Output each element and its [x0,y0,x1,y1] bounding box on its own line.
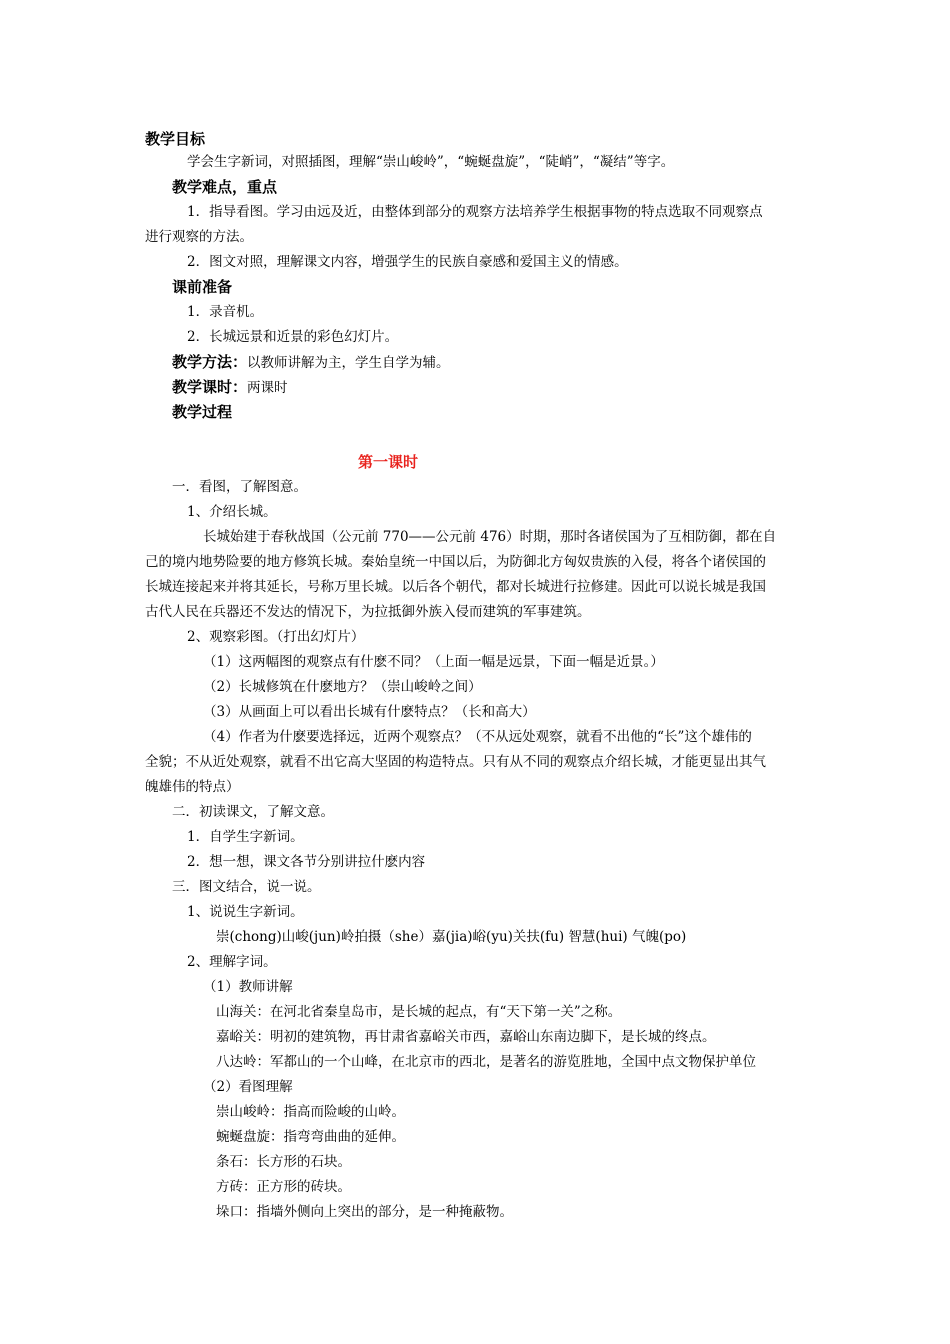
prep-item-2: 2．长城远景和近景的彩色幻灯片。 [187,329,399,345]
hours-label: 教学课时： [172,378,248,396]
teacher-explain-heading: （1）教师讲解 [203,979,293,995]
section-2-item-2: 2．想一想，课文各节分别讲拉什麽内容 [187,854,426,870]
question-4-line-2: 全貌；不从近处观察，就看不出它高大坚固的构造特点。只有从不同的观察点介绍长城，才能更显出其气 [145,754,766,770]
section-3-item-2: 2、理解字词。 [187,954,277,970]
intro-para-line-4: 古代人民在兵器还不发达的情况下，为拉抵御外族入侵而建筑的军事建筑。 [145,604,591,620]
method-label: 教学方法： [172,353,248,371]
section-1-item-1: 1、介绍长城。 [187,504,277,520]
intro-para-line-2: 己的境内地势险要的地方修筑长城。秦始皇统一中国以后，为防御北方匈奴贵族的入侵，将各个诸侯国的 [145,554,766,570]
section-1-item-2: 2、观察彩图。（打出幻灯片） [187,629,365,645]
heading-process: 教学过程 [172,403,233,421]
word-chongshanjunling: 崇山峻岭：指高而险峻的山岭。 [216,1104,405,1120]
section-1: 一．看图，了解图意。 [172,479,307,495]
prep-item-1: 1．录音机。 [187,304,264,320]
pinyin-line: 崇(chong)山峻(jun)岭拍摄（she）嘉(jia)峪(yu)关扶(fu) 智慧(hui) 气魄(po) [216,929,687,945]
method-value: 以教师讲解为主，学生自学为辅。 [247,355,450,371]
intro-para-line-3: 长城连接起来并将其延长，号称万里长城。以后各个朝代，都对长城进行拉修建。因此可以说长城是我国 [145,579,766,595]
question-2: （2）长城修筑在什麽地方？（崇山峻岭之间） [203,679,482,695]
word-badaling: 八达岭：军都山的一个山峰，在北京市的西北，是著名的游览胜地，全国中点文物保护单位 [216,1054,756,1070]
word-wanyanpanxuan: 蜿蜒盘旋：指弯弯曲曲的延伸。 [216,1129,405,1145]
hours-line [172,377,288,398]
heading-difficulty: 教学难点，重点 [172,178,278,196]
word-shanhaiguan: 山海关：在河北省秦皇岛市，是长城的起点，有“天下第一关”之称。 [216,1004,622,1020]
section-3-item-1: 1、说说生字新词。 [187,904,304,920]
intro-para-line-1: 长城始建于春秋战国（公元前 770——公元前 476）时期，那时各诸侯国为了互相防御，都在自 [203,529,777,545]
question-3: （3）从画面上可以看出长城有什麽特点？（长和高大） [203,704,536,720]
heading-goal: 教学目标 [145,130,206,148]
section-2: 二．初读课文，了解文意。 [172,804,334,820]
difficulty-item-1-line-1: 1．指导看图。学习由远及近，由整体到部分的观察方法培养学生根据事物的特点选取不同观察点 [187,204,763,220]
section-2-item-1: 1．自学生字新词。 [187,829,304,845]
word-duokou: 垛口：指墙外侧向上突出的部分，是一种掩蔽物。 [216,1204,513,1220]
word-tiaoshi: 条石：长方形的石块。 [216,1154,351,1170]
question-1: （1）这两幅图的观察点有什麽不同？（上面一幅是远景，下面一幅是近景。） [203,654,664,670]
picture-understand-heading: （2）看图理解 [203,1079,293,1095]
method-line [172,352,450,373]
goal-text: 学会生字新词，对照插图，理解“崇山峻岭”，“蜿蜒盘旋”，“陡峭”，“凝结”等字。 [187,154,675,170]
word-jiayuguan: 嘉峪关：明初的建筑物，再甘肃省嘉峪关市西，嘉峪山东南边脚下，是长城的终点。 [216,1029,716,1045]
question-4-line-1: （4）作者为什麽要选择远，近两个观察点？（不从远处观察，就看不出他的“长”这个雄伟的 [203,729,752,745]
lesson-title: 第一课时 [358,453,419,471]
word-fangzhuan: 方砖：正方形的砖块。 [216,1179,351,1195]
section-3: 三．图文结合，说一说。 [172,879,321,895]
difficulty-item-1-line-2: 进行观察的方法。 [145,229,253,245]
question-4-line-3: 魄雄伟的特点） [145,779,240,795]
heading-prep: 课前准备 [172,278,233,296]
hours-value: 两课时 [247,380,288,396]
difficulty-item-2: 2．图文对照，理解课文内容，增强学生的民族自豪感和爱国主义的情感。 [187,254,628,270]
